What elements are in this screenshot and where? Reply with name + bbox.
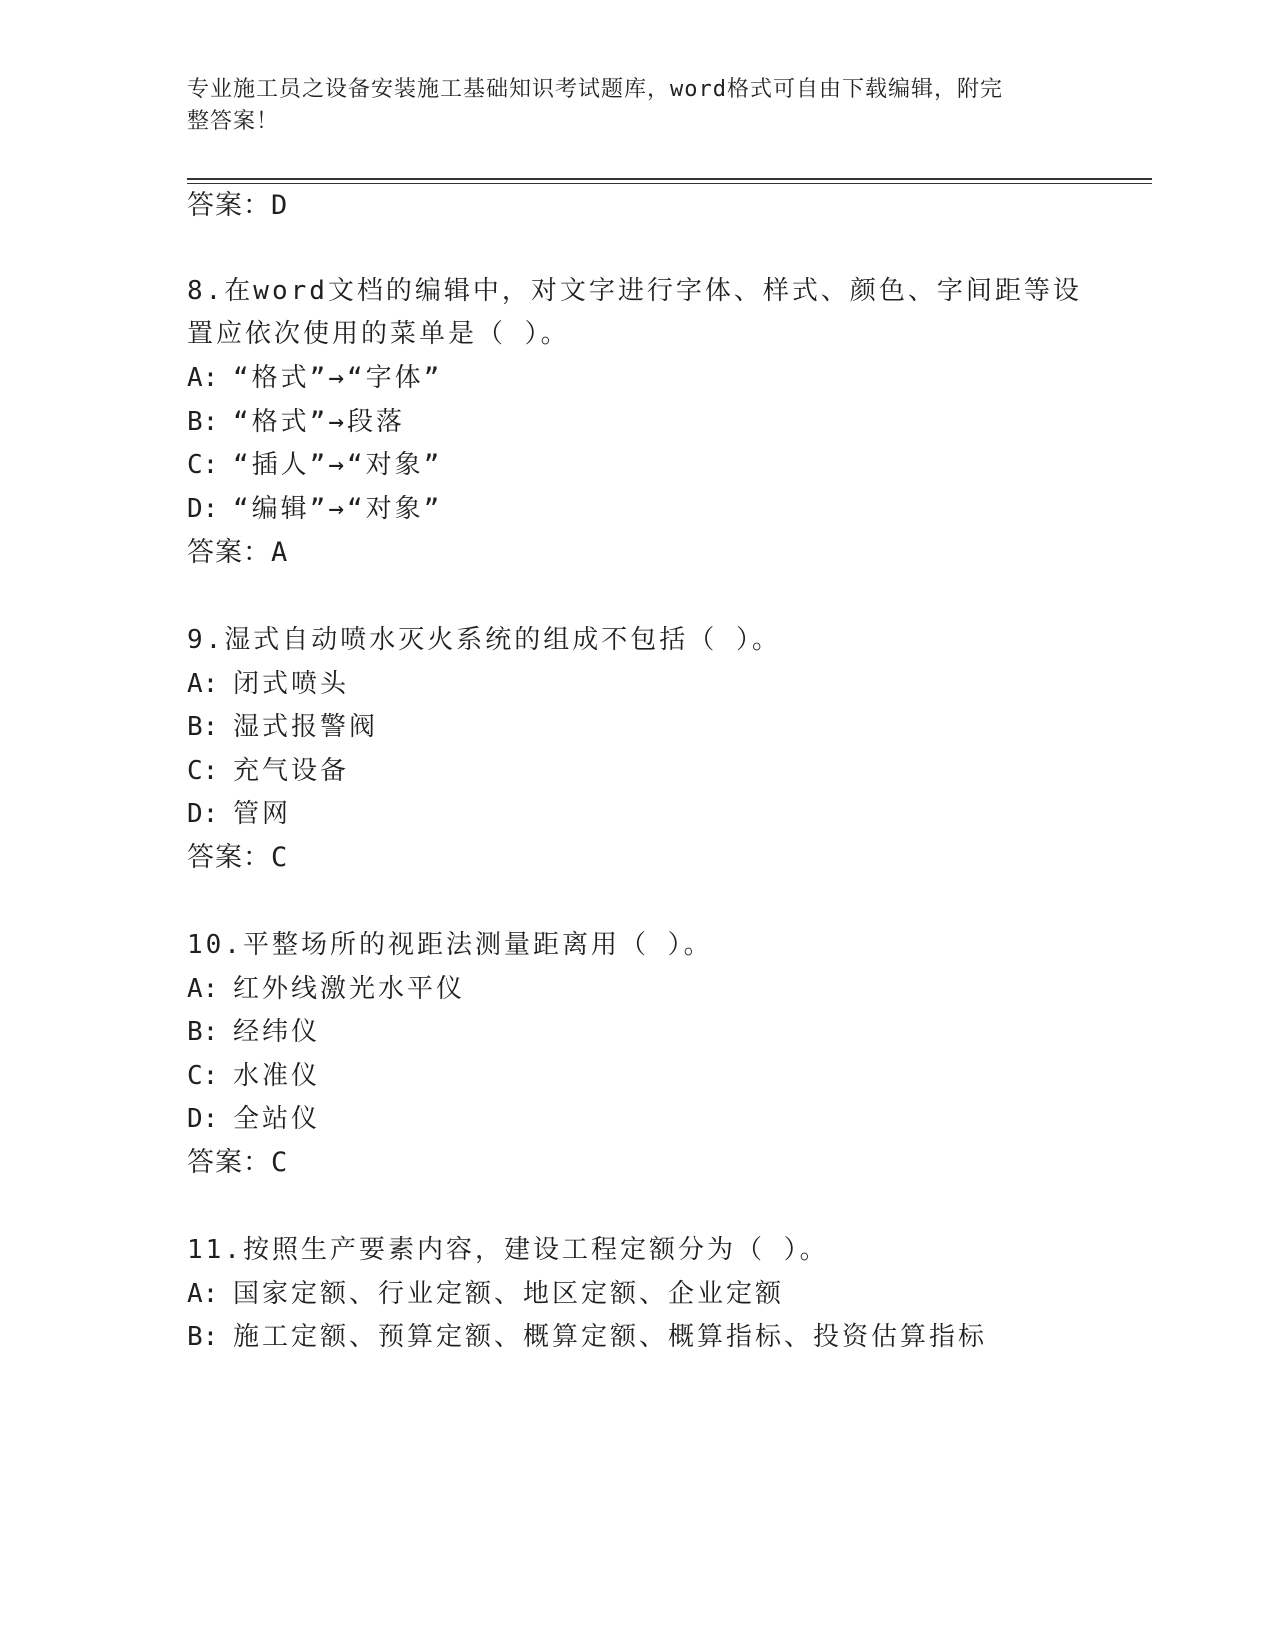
- option-label: D:: [187, 494, 219, 524]
- question-9-answer: 答案：C: [187, 842, 289, 873]
- question-8-option-c: [187, 449, 442, 481]
- option-text: 湿式报警阀: [233, 712, 379, 742]
- option-label: C:: [187, 756, 219, 786]
- question-9-stem: 9.湿式自动喷水灭火系统的组成不包括（ ）。: [187, 625, 781, 655]
- option-text: 经纬仪: [233, 1017, 321, 1047]
- question-9-option-a: [187, 668, 349, 700]
- option-text: 闭式喷头: [233, 669, 350, 699]
- question-8-option-a: [187, 362, 442, 394]
- question-11-option-a: [187, 1278, 784, 1310]
- option-label: B:: [187, 1322, 219, 1352]
- option-label: A:: [187, 669, 219, 699]
- option-label: A:: [187, 1279, 219, 1309]
- option-text: 红外线激光水平仪: [233, 974, 466, 1004]
- option-text: 管网: [233, 799, 292, 829]
- answer-previous: 答案：D: [187, 190, 289, 221]
- question-10-option-b: [187, 1016, 320, 1048]
- question-10-option-c: [187, 1060, 320, 1092]
- question-9-option-d: [187, 798, 291, 830]
- question-9-option-c: [187, 755, 349, 787]
- header-line-2: 整答案！: [187, 109, 280, 134]
- option-text: “插人”→“对象”: [233, 450, 443, 480]
- option-label: B:: [187, 407, 219, 437]
- question-8-option-d: [187, 493, 442, 525]
- option-text: 施工定额、预算定额、概算定额、概算指标、投资估算指标: [233, 1322, 988, 1352]
- option-label: D:: [187, 1104, 219, 1134]
- option-text: 国家定额、行业定额、地区定额、企业定额: [233, 1279, 785, 1309]
- question-8-stem-line-1: 8.在word文档的编辑中，对文字进行字体、样式、颜色、字间距等设: [187, 276, 1082, 306]
- option-text: 充气设备: [233, 756, 350, 786]
- option-text: 水准仪: [233, 1061, 321, 1091]
- question-9-option-b: [187, 711, 378, 743]
- question-8-answer: 答案：A: [187, 537, 289, 568]
- question-10-answer: 答案：C: [187, 1147, 289, 1178]
- option-label: A:: [187, 363, 219, 393]
- header-divider-thick: [187, 178, 1152, 180]
- option-text: “格式”→“字体”: [233, 363, 443, 393]
- option-label: B:: [187, 712, 219, 742]
- question-10-stem: 10.平整场所的视距法测量距离用（ ）。: [187, 930, 713, 960]
- option-text: 全站仪: [233, 1104, 321, 1134]
- option-label: B:: [187, 1017, 219, 1047]
- question-10-option-d: [187, 1103, 320, 1135]
- option-text: “格式”→段落: [233, 407, 405, 437]
- question-11-option-b: [187, 1321, 987, 1353]
- option-label: C:: [187, 450, 219, 480]
- question-8-stem-line-2: 置应依次使用的菜单是（ ）。: [187, 319, 570, 349]
- header-line-1: 专业施工员之设备安装施工基础知识考试题库，word格式可自由下载编辑，附完: [187, 77, 1003, 102]
- option-label: A:: [187, 974, 219, 1004]
- question-8-option-b: [187, 406, 405, 438]
- option-label: C:: [187, 1061, 219, 1091]
- question-11-stem: 11.按照生产要素内容，建设工程定额分为（ ）。: [187, 1235, 829, 1265]
- header-divider-thin: [187, 183, 1152, 184]
- question-10-option-a: [187, 973, 465, 1005]
- option-label: D:: [187, 799, 219, 829]
- document-header: [187, 74, 1067, 138]
- option-text: “编辑”→“对象”: [233, 494, 443, 524]
